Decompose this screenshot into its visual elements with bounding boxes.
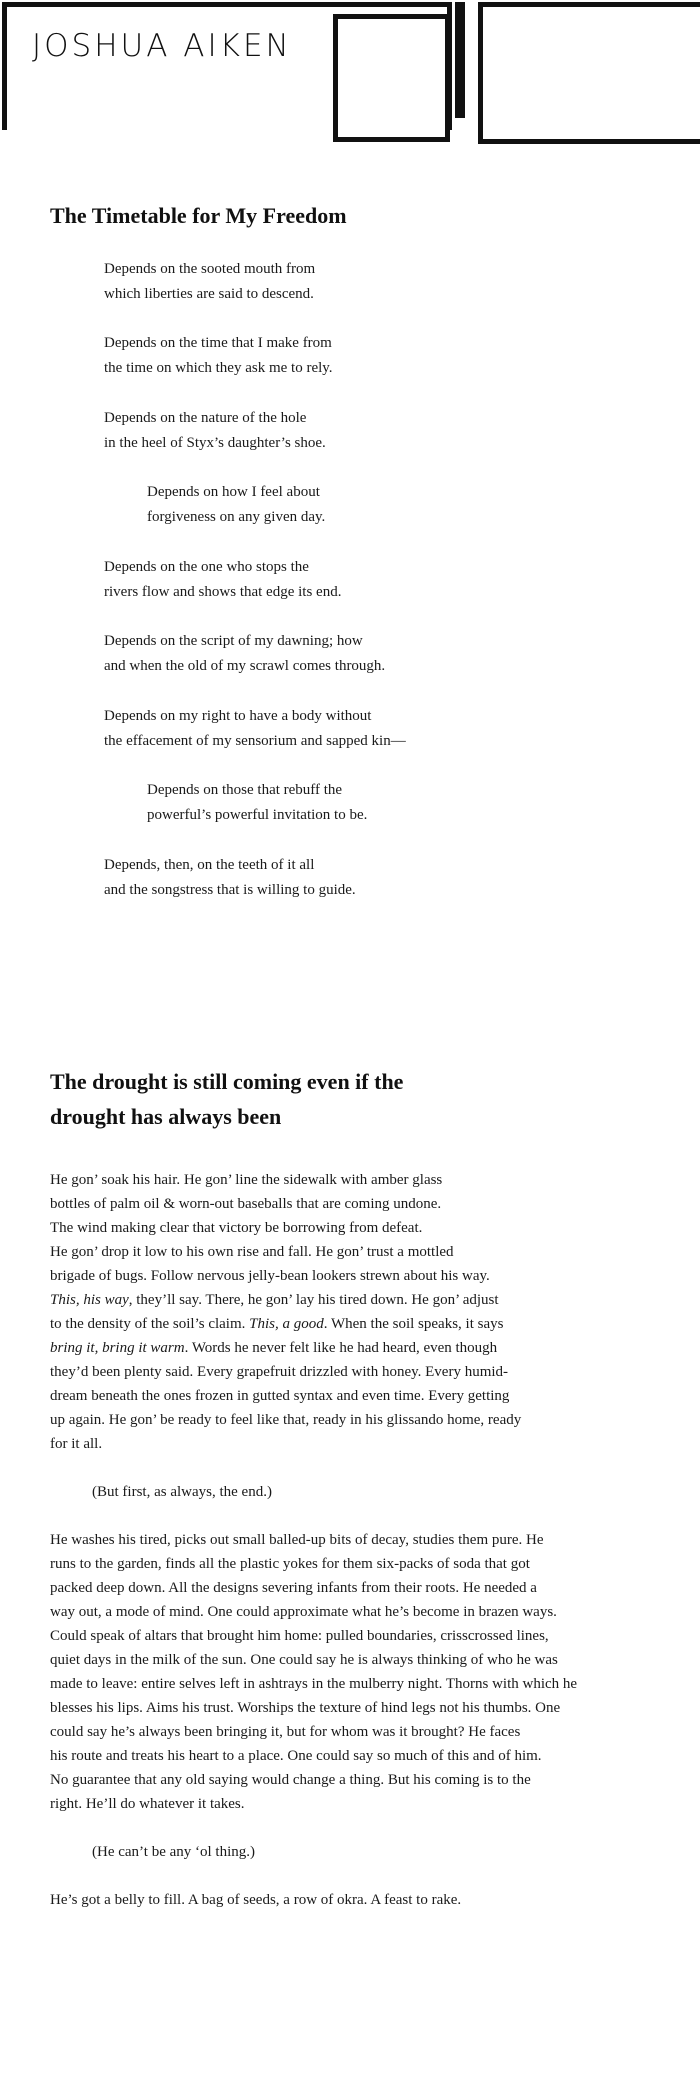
stanza-line: powerful’s powerful invitation to be. bbox=[147, 806, 368, 823]
stanza-line: in the heel of Styx’s daughter’s shoe. bbox=[104, 434, 326, 451]
prose-line: his route and treats his heart to a place. One could say so much of this and of him. bbox=[50, 1748, 542, 1764]
prose-line: up again. He gon’ be ready to feel like that, ready in his glissando home, ready bbox=[50, 1412, 522, 1428]
prose-text: . Words he never felt like he had heard, even though bbox=[184, 1340, 498, 1356]
poem-title: The Timetable for My Freedom bbox=[50, 203, 347, 228]
prose-line: packed deep down. All the designs severing infants from their roots. He needed a bbox=[50, 1580, 537, 1596]
prose-line: The wind making clear that victory be borrowing from defeat. bbox=[50, 1220, 423, 1236]
stanza-line: Depends on how I feel about bbox=[147, 484, 320, 500]
prose-line: blesses his lips. Aims his trust. Worships the texture of hind legs not his thumbs. One bbox=[50, 1700, 561, 1716]
prose-line: way out, a mode of mind. One could approximate what he’s become in brazen ways. bbox=[50, 1604, 557, 1620]
stanza bbox=[147, 778, 367, 827]
stanza-line: Depends on the nature of the hole bbox=[104, 410, 307, 426]
prose-line: right. He’ll do whatever it takes. bbox=[50, 1796, 245, 1812]
stanza bbox=[104, 257, 315, 306]
stanza-line: Depends on the time that I make from bbox=[104, 335, 332, 351]
prose-line: He’s got a belly to fill. A bag of seeds, a row of okra. A feast to rake. bbox=[50, 1892, 462, 1908]
parenthetical-aside: (He can’t be any ‘ol thing.) bbox=[92, 1844, 256, 1860]
site-title[interactable]: JOSHUA AIKEN bbox=[32, 28, 292, 64]
parenthetical-aside: (But first, as always, the end.) bbox=[92, 1484, 272, 1500]
stanza-line: Depends on the one who stops the bbox=[104, 559, 309, 575]
header-frame-right bbox=[478, 2, 700, 144]
prose-text: . When the soil speaks, it says bbox=[323, 1316, 504, 1332]
prose-line: He washes his tired, picks out small balled-up bits of decay, studies them pure. He bbox=[50, 1532, 544, 1548]
prose-line: He gon’ drop it low to his own rise and fall. He gon’ trust a mottled bbox=[50, 1244, 454, 1260]
prose-line: Could speak of altars that brought him home: pulled boundaries, crisscrossed lines, bbox=[50, 1628, 549, 1644]
prose-paragraph bbox=[50, 1168, 521, 1456]
prose-paragraph bbox=[50, 1528, 577, 1816]
prose-line: quiet days in the milk of the sun. One could say he is always thinking of who he was bbox=[50, 1652, 558, 1668]
header-frame-box bbox=[333, 14, 450, 142]
stanza-line: Depends on the sooted mouth from bbox=[104, 261, 316, 277]
stanza bbox=[104, 555, 341, 604]
prose-line: bottles of palm oil & worn-out baseballs that are coming undone. bbox=[50, 1196, 442, 1212]
stanza-line: which liberties are said to descend. bbox=[104, 285, 314, 302]
prose-line: runs to the garden, finds all the plastic yokes for them six-packs of soda that got bbox=[50, 1556, 530, 1572]
italic-phrase: This, his way bbox=[50, 1292, 129, 1308]
stanza-line: the effacement of my sensorium and sapped kin— bbox=[104, 732, 406, 749]
stanza-line: and when the old of my scrawl comes through. bbox=[104, 657, 386, 674]
stanza-line: Depends on those that rebuff the bbox=[147, 782, 343, 798]
header-frame-bars bbox=[455, 2, 465, 118]
prose-text: to the density of the soil’s claim. bbox=[50, 1316, 250, 1332]
stanza-line: Depends, then, on the teeth of it all bbox=[104, 857, 315, 873]
prose-line: dream beneath the ones frozen in gutted syntax and even time. Every getting bbox=[50, 1388, 510, 1404]
prose-line: made to leave: entire selves left in ashtrays in the mulberry night. Thorns with which he bbox=[50, 1676, 578, 1692]
stanza bbox=[104, 406, 326, 455]
stanza-line: Depends on the script of my dawning; how bbox=[104, 633, 363, 649]
italic-phrase: bring it, bring it warm bbox=[50, 1340, 185, 1356]
stanza bbox=[147, 480, 325, 529]
prose-paragraph bbox=[50, 1888, 461, 1912]
site-header bbox=[0, 0, 700, 150]
prose-line: He gon’ soak his hair. He gon’ line the sidewalk with amber glass bbox=[50, 1172, 443, 1188]
poem-title: The drought is still coming even if the drought has always been bbox=[50, 1069, 404, 1129]
prose-line: No guarantee that any old saying would change a thing. But his coming is to the bbox=[50, 1772, 531, 1788]
stanza bbox=[104, 704, 406, 753]
stanza-line: the time on which they ask me to rely. bbox=[104, 359, 333, 376]
stanza-line: rivers flow and shows that edge its end. bbox=[104, 583, 342, 600]
prose-line bbox=[50, 1312, 521, 1336]
prose-line: they’d been plenty said. Every grapefruit drizzled with honey. Every humid- bbox=[50, 1364, 509, 1380]
stanza bbox=[104, 331, 333, 380]
prose-line: brigade of bugs. Follow nervous jelly-bean lookers strewn about his way. bbox=[50, 1268, 490, 1284]
stanza-line: forgiveness on any given day. bbox=[147, 508, 326, 525]
stanza bbox=[104, 629, 385, 678]
stanza-line: and the songstress that is willing to guide. bbox=[104, 881, 356, 898]
stanza-line: Depends on my right to have a body without bbox=[104, 708, 372, 724]
prose-line bbox=[50, 1336, 521, 1360]
prose-text: , they’ll say. There, he gon’ lay his tired down. He gon’ adjust bbox=[128, 1292, 499, 1308]
stanza bbox=[104, 853, 356, 902]
prose-line bbox=[50, 1288, 521, 1312]
prose-line: could say he’s always been bringing it, but for whom was it brought? He faces bbox=[50, 1724, 521, 1740]
italic-phrase: This, a good bbox=[249, 1316, 324, 1332]
prose-line: for it all. bbox=[50, 1436, 103, 1452]
